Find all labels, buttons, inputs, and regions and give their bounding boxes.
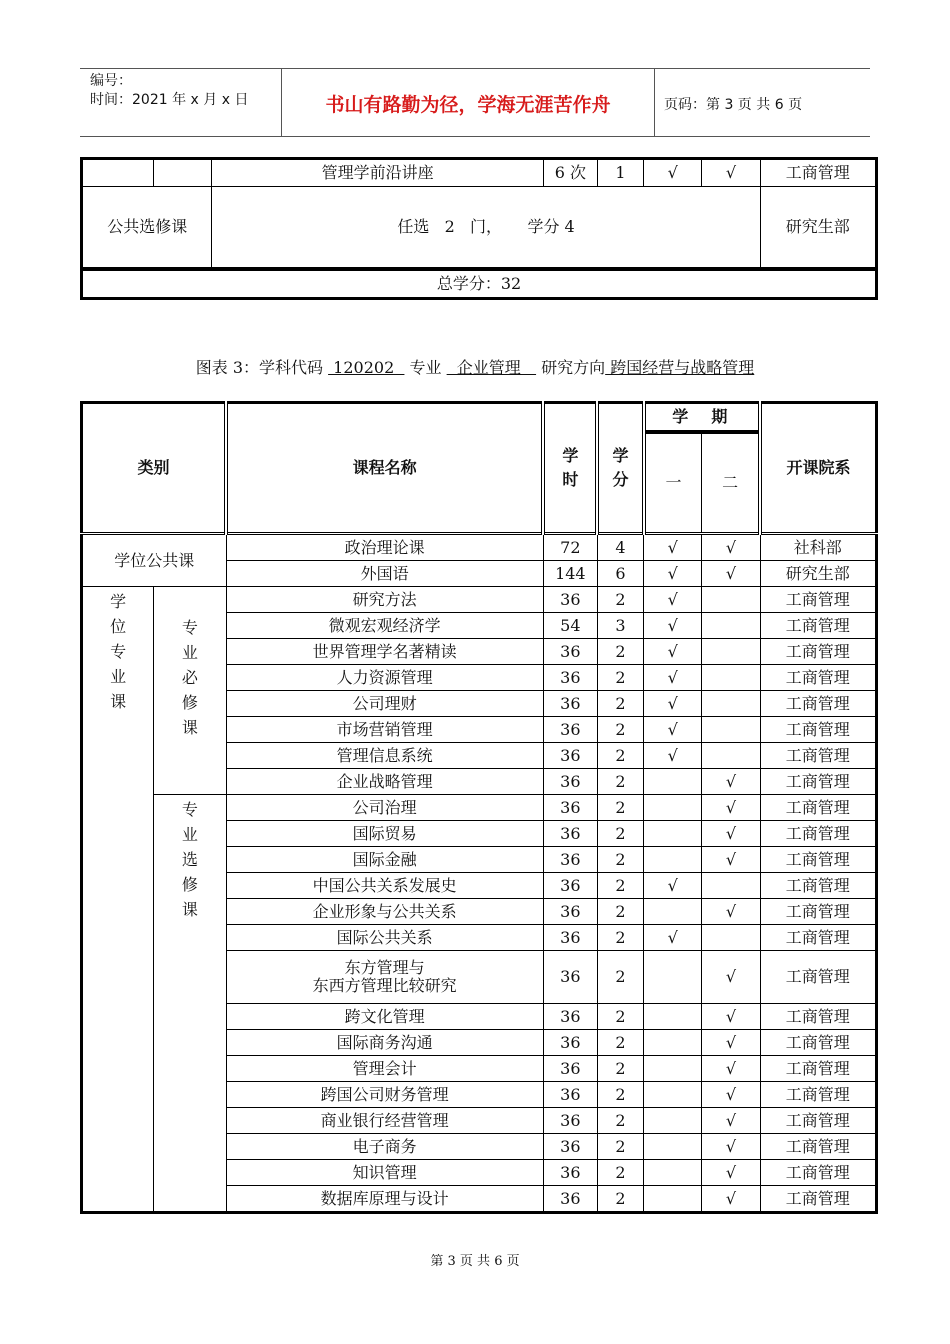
semester-2-mark: √ bbox=[702, 769, 760, 795]
semester-1-mark bbox=[644, 795, 702, 821]
semester-1-mark bbox=[644, 1186, 702, 1213]
course-dept: 研究生部 bbox=[760, 187, 876, 270]
course-credit: 2 bbox=[597, 1186, 643, 1213]
course-dept: 工商管理 bbox=[760, 873, 876, 899]
direction-label: 研究方向 bbox=[536, 358, 606, 377]
semester-1-mark: √ bbox=[644, 717, 702, 743]
course-credit: 2 bbox=[597, 1082, 643, 1108]
semester-1-mark bbox=[644, 1004, 702, 1030]
course-dept: 工商管理 bbox=[760, 743, 876, 769]
semester-2-mark: √ bbox=[702, 1186, 760, 1213]
semester-1-mark: √ bbox=[644, 665, 702, 691]
course-credit: 2 bbox=[597, 769, 643, 795]
course-hours: 54 bbox=[543, 613, 597, 639]
course-credit: 2 bbox=[597, 951, 643, 1004]
table-row bbox=[82, 187, 877, 270]
header-credit: 学 分 bbox=[597, 403, 643, 534]
course-hours: 36 bbox=[543, 1082, 597, 1108]
course-credit: 2 bbox=[597, 795, 643, 821]
semester-2-mark: √ bbox=[702, 899, 760, 925]
course-name: 人力资源管理 bbox=[226, 665, 543, 691]
course-dept: 工商管理 bbox=[760, 1082, 876, 1108]
course-hours: 72 bbox=[543, 534, 597, 561]
semester-2-mark: √ bbox=[702, 1108, 760, 1134]
course-name: 公司理财 bbox=[226, 691, 543, 717]
semester-1-mark bbox=[644, 1056, 702, 1082]
course-dept: 工商管理 bbox=[760, 795, 876, 821]
table-caption bbox=[80, 355, 870, 378]
course-name: 研究方法 bbox=[226, 587, 543, 613]
course-name: 商业银行经营管理 bbox=[226, 1108, 543, 1134]
semester-2-mark bbox=[702, 717, 760, 743]
subject-code: 120202 bbox=[328, 358, 405, 377]
course-name: 国际公共关系 bbox=[226, 925, 543, 951]
course-hours: 36 bbox=[543, 1004, 597, 1030]
course-credit: 2 bbox=[597, 1108, 643, 1134]
course-hours: 36 bbox=[543, 925, 597, 951]
semester-2-mark: √ bbox=[702, 1030, 760, 1056]
semester-1-mark: √ bbox=[644, 159, 702, 187]
header-category: 类别 bbox=[82, 403, 227, 534]
header-bottom-rule bbox=[80, 136, 870, 137]
table-row bbox=[82, 587, 877, 613]
category-cell: 公共选修课 bbox=[82, 187, 212, 270]
course-dept: 工商管理 bbox=[760, 899, 876, 925]
semester-1-mark bbox=[644, 1108, 702, 1134]
course-name: 跨文化管理 bbox=[226, 1004, 543, 1030]
course-name: 管理学前沿讲座 bbox=[212, 159, 543, 187]
semester-2-mark bbox=[702, 639, 760, 665]
course-hours: 36 bbox=[543, 691, 597, 717]
course-dept: 工商管理 bbox=[760, 159, 876, 187]
semester-2-mark: √ bbox=[702, 1134, 760, 1160]
course-dept: 工商管理 bbox=[760, 951, 876, 1004]
semester-1-mark bbox=[644, 847, 702, 873]
header-dept: 开课院系 bbox=[760, 403, 876, 534]
course-credit: 2 bbox=[597, 873, 643, 899]
course-name: 中国公共关系发展史 bbox=[226, 873, 543, 899]
course-hours: 36 bbox=[543, 821, 597, 847]
semester-2-mark: √ bbox=[702, 1160, 760, 1186]
semester-2-mark: √ bbox=[702, 847, 760, 873]
course-dept: 工商管理 bbox=[760, 1056, 876, 1082]
course-name: 跨国公司财务管理 bbox=[226, 1082, 543, 1108]
header-row bbox=[82, 403, 877, 433]
course-name: 管理会计 bbox=[226, 1056, 543, 1082]
table-row bbox=[82, 159, 877, 187]
header-semester-1: 一 bbox=[644, 432, 702, 534]
course-credit: 2 bbox=[597, 665, 643, 691]
course-name: 数据库原理与设计 bbox=[226, 1186, 543, 1213]
semester-1-mark: √ bbox=[644, 587, 702, 613]
course-hours: 36 bbox=[543, 899, 597, 925]
course-name: 管理信息系统 bbox=[226, 743, 543, 769]
course-dept: 工商管理 bbox=[760, 613, 876, 639]
course-name: 世界管理学名著精读 bbox=[226, 639, 543, 665]
header-semester-2: 二 bbox=[702, 432, 760, 534]
course-credit: 1 bbox=[597, 159, 643, 187]
course-name: 企业战略管理 bbox=[226, 769, 543, 795]
course-credit: 2 bbox=[597, 1134, 643, 1160]
course-credit: 2 bbox=[597, 847, 643, 873]
semester-1-mark bbox=[644, 1134, 702, 1160]
course-hours: 36 bbox=[543, 847, 597, 873]
course-table bbox=[80, 401, 878, 1214]
course-name: 东方管理与 东西方管理比较研究 bbox=[226, 951, 543, 1004]
course-name: 政治理论课 bbox=[226, 534, 543, 561]
course-hours: 36 bbox=[543, 1160, 597, 1186]
course-name: 国际商务沟通 bbox=[226, 1030, 543, 1056]
course-name: 外国语 bbox=[226, 561, 543, 587]
course-dept: 社科部 bbox=[760, 534, 876, 561]
elective-requirement: 任选 2 门， 学分 4 bbox=[212, 187, 760, 270]
header-course-name: 课程名称 bbox=[226, 403, 543, 534]
semester-1-mark bbox=[644, 1160, 702, 1186]
course-hours: 36 bbox=[543, 873, 597, 899]
semester-1-mark bbox=[644, 769, 702, 795]
course-name: 企业形象与公共关系 bbox=[226, 899, 543, 925]
header-divider bbox=[654, 68, 655, 136]
course-credit: 2 bbox=[597, 639, 643, 665]
course-credit: 2 bbox=[597, 743, 643, 769]
course-dept: 工商管理 bbox=[760, 717, 876, 743]
semester-2-mark bbox=[702, 691, 760, 717]
course-credit: 6 bbox=[597, 561, 643, 587]
course-credit: 3 bbox=[597, 613, 643, 639]
semester-1-mark: √ bbox=[644, 873, 702, 899]
category-elective: 专 业 选 修 课 bbox=[154, 795, 226, 1213]
semester-2-mark bbox=[702, 613, 760, 639]
semester-1-mark bbox=[644, 951, 702, 1004]
course-hours: 6 次 bbox=[543, 159, 597, 187]
course-name: 公司治理 bbox=[226, 795, 543, 821]
course-dept: 研究生部 bbox=[760, 561, 876, 587]
course-name: 市场营销管理 bbox=[226, 717, 543, 743]
semester-2-mark: √ bbox=[702, 1004, 760, 1030]
course-name: 知识管理 bbox=[226, 1160, 543, 1186]
header-page: 页码：第 3 页 共 6 页 bbox=[664, 97, 803, 113]
course-hours: 36 bbox=[543, 1134, 597, 1160]
table-row bbox=[82, 534, 877, 561]
semester-1-mark bbox=[644, 899, 702, 925]
semester-1-mark: √ bbox=[644, 639, 702, 665]
major-label: 专业 bbox=[404, 358, 447, 377]
course-name: 电子商务 bbox=[226, 1134, 543, 1160]
course-dept: 工商管理 bbox=[760, 847, 876, 873]
semester-1-mark bbox=[644, 821, 702, 847]
semester-2-mark bbox=[702, 587, 760, 613]
header-number: 编号： bbox=[90, 73, 132, 89]
page-footer: 第 3 页 共 6 页 bbox=[430, 1254, 520, 1269]
course-dept: 工商管理 bbox=[760, 1186, 876, 1213]
course-credit: 2 bbox=[597, 1056, 643, 1082]
semester-2-mark: √ bbox=[702, 1056, 760, 1082]
course-hours: 36 bbox=[543, 1186, 597, 1213]
course-credit: 2 bbox=[597, 1004, 643, 1030]
course-dept: 工商管理 bbox=[760, 639, 876, 665]
table-row bbox=[82, 795, 877, 821]
course-credit: 2 bbox=[597, 925, 643, 951]
category-required: 专 业 必 修 课 bbox=[154, 587, 226, 795]
semester-2-mark: √ bbox=[702, 1082, 760, 1108]
semester-2-mark: √ bbox=[702, 795, 760, 821]
semester-2-mark bbox=[702, 873, 760, 899]
course-hours: 36 bbox=[543, 1030, 597, 1056]
course-dept: 工商管理 bbox=[760, 1134, 876, 1160]
course-name: 国际金融 bbox=[226, 847, 543, 873]
direction-name: 跨国经营与战略管理 bbox=[605, 358, 755, 377]
caption-prefix: 图表 3：学科代码 bbox=[195, 358, 329, 377]
course-credit: 2 bbox=[597, 691, 643, 717]
semester-1-mark: √ bbox=[644, 613, 702, 639]
course-dept: 工商管理 bbox=[760, 1108, 876, 1134]
course-hours: 36 bbox=[543, 1108, 597, 1134]
course-credit: 2 bbox=[597, 1030, 643, 1056]
header-hours: 学 时 bbox=[543, 403, 597, 534]
course-dept: 工商管理 bbox=[760, 691, 876, 717]
course-name: 国际贸易 bbox=[226, 821, 543, 847]
semester-1-mark: √ bbox=[644, 561, 702, 587]
course-dept: 工商管理 bbox=[760, 587, 876, 613]
course-hours: 144 bbox=[543, 561, 597, 587]
semester-2-mark: √ bbox=[702, 159, 760, 187]
semester-2-mark: √ bbox=[702, 534, 760, 561]
table-row bbox=[82, 269, 877, 299]
semester-1-mark: √ bbox=[644, 534, 702, 561]
course-dept: 工商管理 bbox=[760, 665, 876, 691]
course-hours: 36 bbox=[543, 743, 597, 769]
course-dept: 工商管理 bbox=[760, 1004, 876, 1030]
course-credit: 2 bbox=[597, 717, 643, 743]
continued-course-table bbox=[80, 157, 878, 300]
course-dept: 工商管理 bbox=[760, 769, 876, 795]
semester-1-mark: √ bbox=[644, 743, 702, 769]
semester-2-mark bbox=[702, 665, 760, 691]
course-dept: 工商管理 bbox=[760, 1030, 876, 1056]
major-name: 企业管理 bbox=[446, 358, 537, 377]
semester-1-mark: √ bbox=[644, 925, 702, 951]
semester-1-mark bbox=[644, 1030, 702, 1056]
course-credit: 2 bbox=[597, 821, 643, 847]
semester-1-mark bbox=[644, 1082, 702, 1108]
course-hours: 36 bbox=[543, 769, 597, 795]
course-credit: 2 bbox=[597, 1160, 643, 1186]
category-public: 学位公共课 bbox=[82, 534, 227, 587]
course-hours: 36 bbox=[543, 587, 597, 613]
course-hours: 36 bbox=[543, 665, 597, 691]
semester-2-mark bbox=[702, 743, 760, 769]
category-major: 学 位 专 业 课 bbox=[82, 587, 154, 1213]
course-hours: 36 bbox=[543, 1056, 597, 1082]
course-name: 微观宏观经济学 bbox=[226, 613, 543, 639]
course-hours: 36 bbox=[543, 717, 597, 743]
course-dept: 工商管理 bbox=[760, 1160, 876, 1186]
header-top-rule bbox=[80, 68, 870, 69]
course-dept: 工商管理 bbox=[760, 925, 876, 951]
total-credits: 总学分：32 bbox=[82, 269, 877, 299]
course-credit: 2 bbox=[597, 899, 643, 925]
semester-1-mark: √ bbox=[644, 691, 702, 717]
course-credit: 4 bbox=[597, 534, 643, 561]
header-time: 时间：2021 年 x 月 x 日 bbox=[90, 92, 249, 108]
course-hours: 36 bbox=[543, 951, 597, 1004]
course-hours: 36 bbox=[543, 639, 597, 665]
course-dept: 工商管理 bbox=[760, 821, 876, 847]
header-semester: 学 期 bbox=[644, 403, 760, 433]
semester-2-mark: √ bbox=[702, 951, 760, 1004]
course-hours: 36 bbox=[543, 795, 597, 821]
course-credit: 2 bbox=[597, 587, 643, 613]
header-motto: 书山有路勤为径，学海无涯苦作舟 bbox=[325, 94, 611, 116]
semester-2-mark bbox=[702, 925, 760, 951]
semester-2-mark: √ bbox=[702, 821, 760, 847]
semester-2-mark: √ bbox=[702, 561, 760, 587]
